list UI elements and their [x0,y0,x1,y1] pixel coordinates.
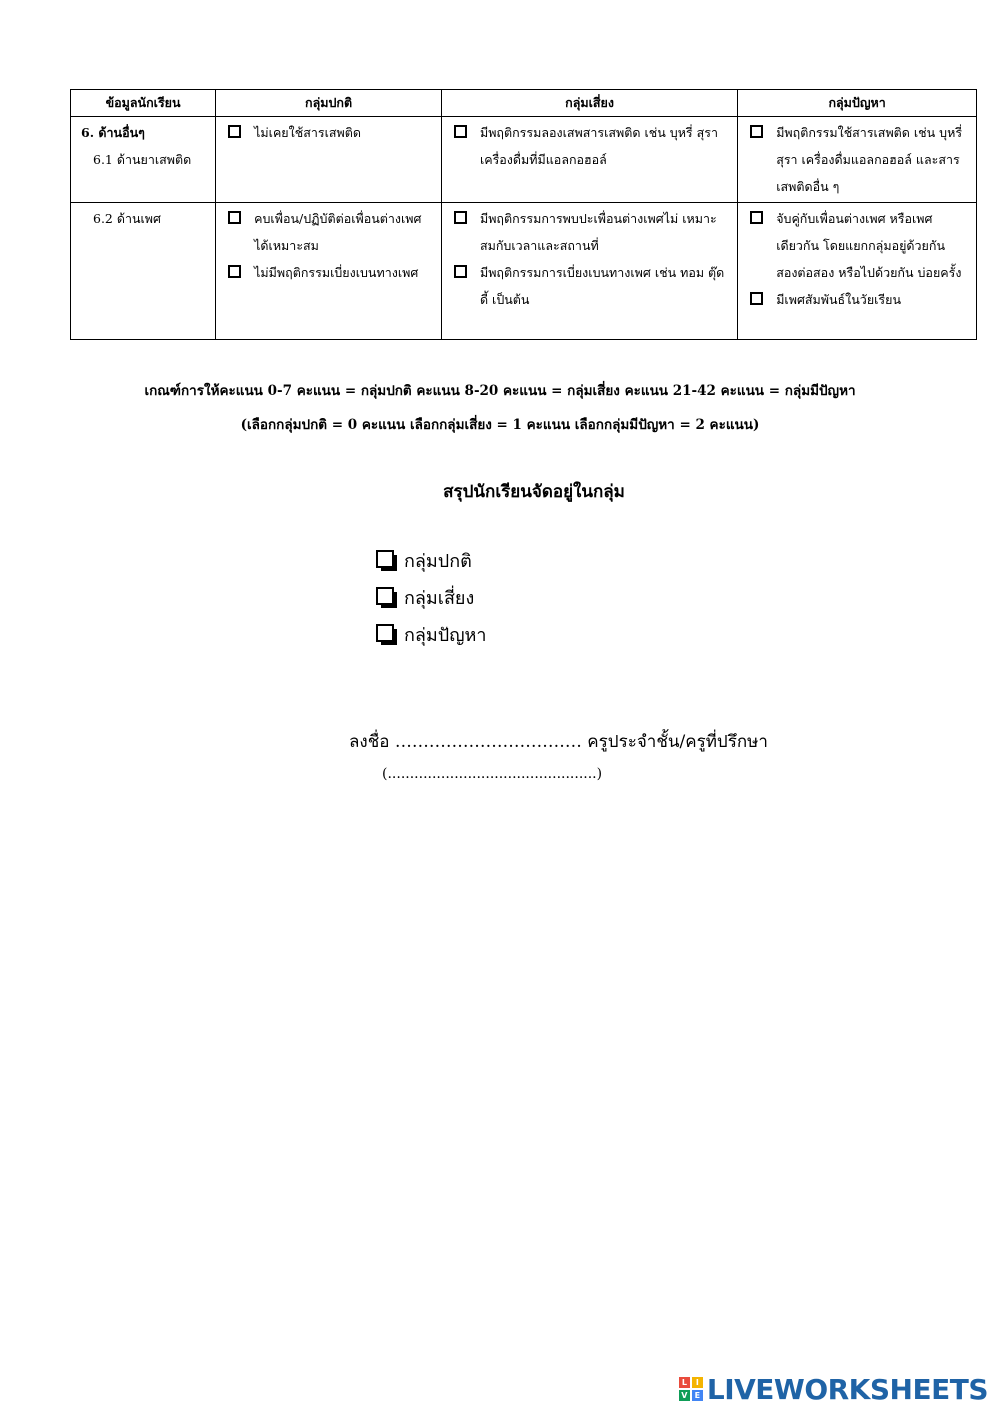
risk-cell [441,117,737,203]
signature-name-blank: (...............................................) [382,766,603,782]
option-label: ไม่เคยใช้สารเสพติด [254,125,361,140]
checkbox-icon[interactable] [376,624,394,642]
scoring-note: (เลือกกลุ่มปกติ = 0 คะแนน เลือกกลุ่มเสี่ยง = 1 คะแนน เลือกกลุ่มมีปัญหา = 2 คะแนน) [240,417,760,433]
table-row [71,117,977,203]
checkbox-option[interactable] [748,286,970,313]
option-label: จับคู่กับเพื่อนต่างเพศ หรือเพศ เดียวกัน โดยแยกกลุ่มอยู่ด้วยกัน สองต่อสอง หรือไปด้วยกัน บ่อยครั้ง [776,211,962,280]
item-subtitle: 6.2 ด้านเพศ [93,211,161,226]
option-label: คบเพื่อน/ปฏิบัติต่อเพื่อนต่างเพศ ได้เหมาะสม [254,211,422,253]
risk-cell [441,203,737,340]
item-cell [71,203,216,340]
logo-letter: E [692,1390,703,1401]
option-label: กลุ่มเสี่ยง [404,588,475,609]
option-label: มีพฤติกรรมการพบปะเพื่อนต่างเพศไม่ เหมาะสมกับเวลาและสถานที่ [479,211,717,253]
checkbox-icon[interactable] [454,211,467,224]
option-label: ไม่มีพฤติกรรมเบี่ยงเบนทางเพศ [254,265,419,280]
checkbox-option[interactable] [452,205,731,259]
checkbox-icon[interactable] [750,211,763,224]
normal-cell [216,117,442,203]
checkbox-icon[interactable] [750,125,763,138]
header-student-info: ข้อมูลนักเรียน [71,90,216,117]
option-label: มีเพศสัมพันธ์ในวัยเรียน [776,292,902,307]
header-problem-group: กลุ่มปัญหา [738,90,977,117]
checkbox-option[interactable] [452,119,731,173]
option-label: กลุ่มปกติ [404,551,472,572]
checkbox-icon[interactable] [454,125,467,138]
summary-option-risk[interactable] [376,583,474,612]
table-row [71,203,977,340]
header-normal-group: กลุ่มปกติ [216,90,442,117]
checkbox-option[interactable] [452,259,731,313]
checkbox-icon[interactable] [750,292,763,305]
logo-icon [679,1377,703,1401]
summary-option-problem[interactable] [376,620,487,649]
problem-cell [738,117,977,203]
checkbox-option[interactable] [748,119,970,200]
header-risk-group: กลุ่มเสี่ยง [441,90,737,117]
scoring-criteria: เกณฑ์การให้คะแนน 0-7 คะแนน = กลุ่มปกติ คะแนน 8-20 คะแนน = กลุ่มเสี่ยง คะแนน 21-42 คะแนน = กลุ่มมีปัญหา [144,383,856,399]
item-subtitle: 6.1 ด้านยาเสพติด [93,152,192,167]
summary-option-normal[interactable] [376,546,472,575]
option-label: กลุ่มปัญหา [404,625,487,646]
logo-letter: I [692,1377,703,1388]
checkbox-icon[interactable] [228,125,241,138]
logo-letter: L [679,1377,690,1388]
table-header-row [71,90,977,117]
liveworksheets-logo [679,1371,988,1407]
checkbox-option[interactable] [226,205,435,259]
option-label: มีพฤติกรรมลองเสพสารเสพติด เช่น บุหรี่ สุรา เครื่องดื่มที่มีแอลกอฮอล์ [479,125,718,167]
item-cell [71,117,216,203]
checkbox-icon[interactable] [376,587,394,605]
checkbox-icon[interactable] [454,265,467,278]
summary-title: สรุปนักเรียนจัดอยู่ในกลุ่ม [443,482,625,502]
problem-cell [738,203,977,340]
signature-line: ลงชื่อ …………………………… ครูประจำชั้น/ครูที่ปรึกษา [349,732,768,752]
checkbox-option[interactable] [226,259,435,286]
checkbox-icon[interactable] [228,265,241,278]
checkbox-icon[interactable] [376,550,394,568]
logo-letter: V [679,1390,690,1401]
checkbox-icon[interactable] [228,211,241,224]
checkbox-option[interactable] [226,119,435,146]
option-label: มีพฤติกรรมใช้สารเสพติด เช่น บุหรี่ สุรา เครื่องดื่มแอลกอฮอล์ และสารเสพติดอื่น ๆ [776,125,963,194]
checkbox-option[interactable] [748,205,970,286]
normal-cell [216,203,442,340]
option-label: มีพฤติกรรมการเบี่ยงเบนทางเพศ เช่น ทอม ตุ๊ด ดี้ เป็นต้น [479,265,725,307]
assessment-table [70,89,977,340]
brand-text: LIVEWORKSHEETS [706,1372,988,1406]
item-title: 6. ด้านอื่นๆ [81,125,145,140]
